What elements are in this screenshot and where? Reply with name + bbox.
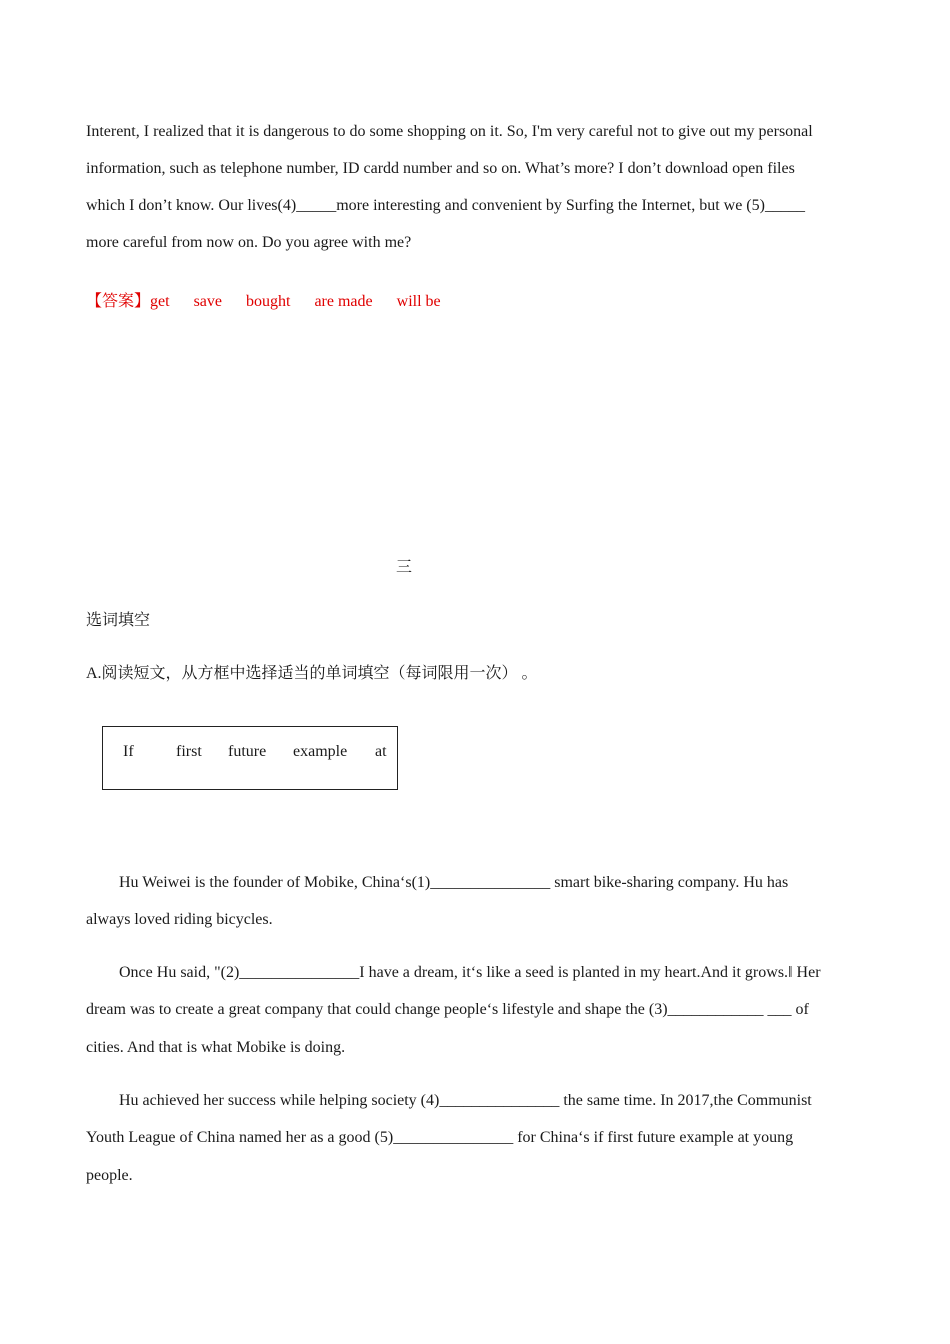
section-number: 三 (396, 559, 413, 576)
answer-item: save (193, 293, 222, 310)
passage2-line: Hu Weiwei is the founder of Mobike, China‘s(1)_______________ smart bike-sharing company. Hu has (119, 874, 789, 891)
word-box-item: future (228, 743, 267, 760)
section-title: 选词填空 (86, 612, 151, 629)
passage1-line: more careful from now on. Do you agree with me? (86, 234, 412, 251)
word-box-item: example (293, 743, 348, 760)
passage2-line: Once Hu said, "(2)_______________I have a dream, it‘s like a seed is planted in my heart.And it grows.‖ Her (119, 964, 821, 981)
answer-line (86, 288, 441, 311)
answer-label: 【答案】 (86, 293, 151, 310)
passage2-line: Hu achieved her success while helping society (4)_______________ the same time. In 2017,the Communist (119, 1092, 812, 1109)
word-box-item: at (375, 743, 387, 760)
passage2-line: Youth League of China named her as a good (5)_______________ for China‘s if first future example at young (86, 1129, 794, 1146)
answer-item: bought (246, 293, 291, 310)
section-instruction: A.阅读短文，从方框中选择适当的单词填空（每词限用一次） 。 (86, 665, 538, 682)
word-box-item: If (123, 743, 134, 760)
passage1-line: which I don’t know. Our lives(4)_____more interesting and convenient by Surfing the Internet, but we (5)_____ (86, 197, 805, 214)
word-box-item: first (176, 743, 202, 760)
answer-item: get (150, 293, 170, 310)
passage2-line: always loved riding bicycles. (86, 911, 273, 928)
passage2-line: dream was to create a great company that could change people‘s lifestyle and shape the (3)____________ ___ of (86, 1001, 809, 1018)
answer-item: are made (314, 293, 373, 310)
passage2-line: people. (86, 1167, 133, 1184)
answer-item: will be (396, 293, 441, 310)
word-box (102, 726, 398, 790)
passage2-line: cities. And that is what Mobike is doing. (86, 1039, 346, 1056)
passage1-line: Interent, I realized that it is dangerous to do some shopping on it. So, I'm very careful not to give out my personal (86, 123, 813, 140)
passage1-line: information, such as telephone number, ID cardd number and so on. What’s more? I don’t download open files (86, 160, 795, 177)
